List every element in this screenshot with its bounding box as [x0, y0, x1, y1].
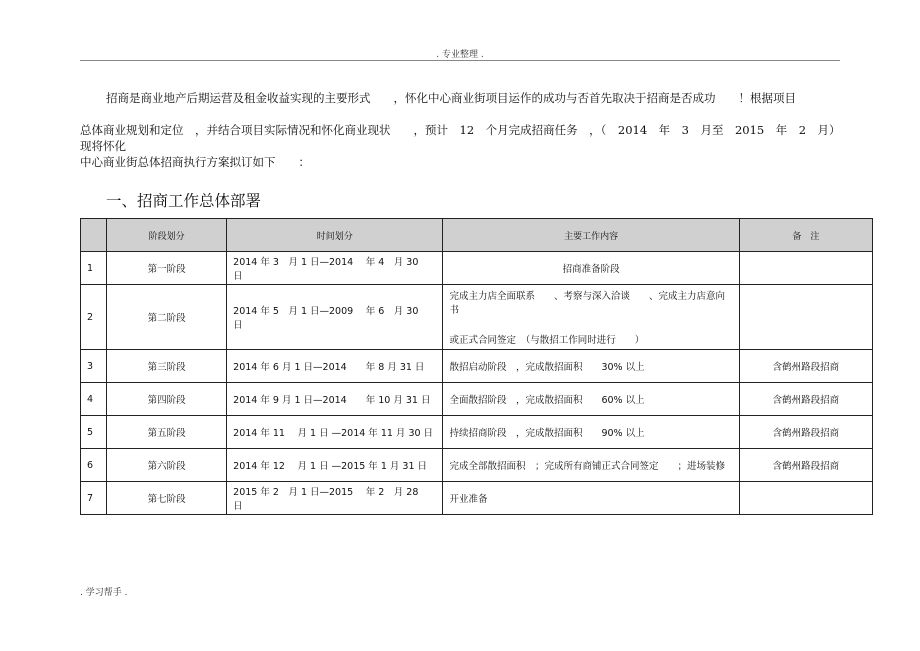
row-note: 含鹤州路段招商: [739, 350, 872, 383]
row-note: 含鹤州路段招商: [739, 449, 872, 482]
table-row: [81, 383, 873, 416]
table-row: [81, 285, 873, 350]
header-rule: [80, 60, 840, 61]
row-work: [443, 285, 739, 350]
row-stage: 第三阶段: [107, 350, 227, 383]
table-row: [81, 252, 873, 285]
row-num: 6: [81, 449, 107, 482]
row-work: 招商准备阶段: [443, 252, 739, 285]
row-stage: 第一阶段: [107, 252, 227, 285]
row-time: 2014 年 9 月 1 日—2014 年 10 月 31 日: [227, 383, 443, 416]
section-title: 一、招商工作总体部署: [106, 192, 262, 210]
row-work-line: 完成主力店全面联系 、考察与深入洽谈 、完成主力店意向书: [449, 291, 725, 316]
header-time: 时间划分: [227, 219, 443, 252]
table-row: [81, 482, 873, 515]
row-note: [739, 252, 872, 285]
page-header: . 专业整理 .: [436, 50, 484, 60]
row-stage: 第二阶段: [107, 285, 227, 350]
intro-line-1: 招商是商业地产后期运营及租金收益实现的主要形式 ，怀化中心商业街项目运作的成功与否首先取决于招商是否成功 ！根据项目: [106, 91, 796, 105]
table-row: [81, 350, 873, 383]
row-note: [739, 482, 872, 515]
row-num: 2: [81, 285, 107, 350]
row-stage: 第五阶段: [107, 416, 227, 449]
table-header-row: [81, 219, 873, 252]
row-note: 含鹤州路段招商: [739, 383, 872, 416]
row-stage: 第六阶段: [107, 449, 227, 482]
row-num: 7: [81, 482, 107, 515]
row-time: 2014 年 3 月 1 日—2014 年 4 月 30 日: [227, 252, 443, 285]
row-stage: 第七阶段: [107, 482, 227, 515]
intro-line-3: 中心商业街总体招商执行方案拟订如下 ：: [80, 155, 310, 169]
intro-line-2: 总体商业规划和定位 ，并结合项目实际情况和怀化商业现状 ，预计 12 个月完成招商任务 ，（ 2014 年 3 月至 2015 年 2 月）现将怀化: [80, 123, 841, 153]
row-note: [739, 285, 872, 350]
row-num: 1: [81, 252, 107, 285]
row-work-line: 或正式合同签定 （与散招工作同时进行 ）: [449, 335, 645, 346]
row-time: 2014 年 6 月 1 日—2014 年 8 月 31 日: [227, 350, 443, 383]
row-note: 含鹤州路段招商: [739, 416, 872, 449]
row-time: 2014 年 11 月 1 日 —2014 年 11 月 30 日: [227, 416, 443, 449]
row-stage: 第四阶段: [107, 383, 227, 416]
table-row: [81, 449, 873, 482]
row-work: 全面散招阶段 ，完成散招面积 60% 以上: [443, 383, 739, 416]
row-work: 完成全部散招面积 ；完成所有商铺正式合同签定 ；进场装修: [443, 449, 739, 482]
row-time: 2014 年 12 月 1 日 —2015 年 1 月 31 日: [227, 449, 443, 482]
header-note: 备 注: [739, 219, 872, 252]
header-num: [81, 219, 107, 252]
schedule-table: [80, 218, 873, 515]
row-time: 2015 年 2 月 1 日—2015 年 2 月 28 日: [227, 482, 443, 515]
row-work: 开业准备: [443, 482, 739, 515]
row-work: 持续招商阶段 ，完成散招面积 90% 以上: [443, 416, 739, 449]
table-row: [81, 416, 873, 449]
row-num: 4: [81, 383, 107, 416]
header-stage: 阶段划分: [107, 219, 227, 252]
row-num: 5: [81, 416, 107, 449]
page-footer: . 学习帮手 .: [80, 588, 128, 598]
header-work: 主要工作内容: [443, 219, 739, 252]
row-time: 2014 年 5 月 1 日—2009 年 6 月 30 日: [227, 285, 443, 350]
row-work: 散招启动阶段 ，完成散招面积 30% 以上: [443, 350, 739, 383]
row-num: 3: [81, 350, 107, 383]
